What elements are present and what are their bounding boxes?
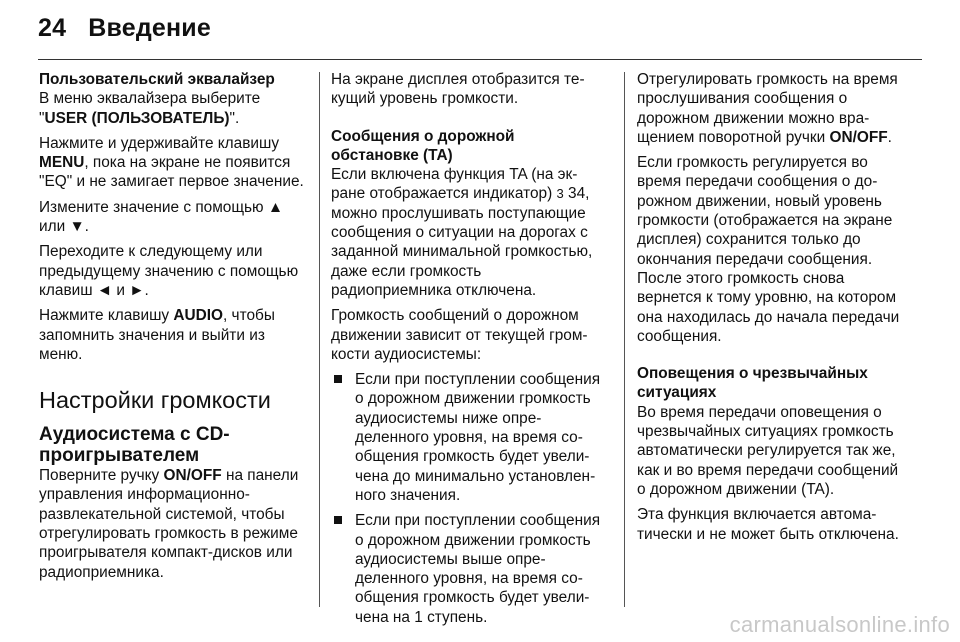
ta-paragraph-2: Громкость сообщений о дорожном движении зависит от текущей громкости аудиосистемы: [331,307,588,363]
subsection-title: Аудиосистема с CD-проигрывателем [39,424,230,467]
on-off-knob: ON/OFF [163,467,222,485]
column-2 [331,70,603,633]
section-title: Настройки громкости [39,387,271,414]
on-off-knob-ref: ON/OFF [829,128,888,146]
page-title: Введение [88,14,211,42]
volume-display-paragraph: На экране дисплея отобразится текущий уровень громкости. [331,71,585,108]
header-rule [38,59,922,60]
page-number: 24 [38,14,67,42]
column-divider-1 [319,72,320,607]
square-bullet-icon [334,375,342,383]
ta-bullet-list [331,370,603,627]
square-bullet-icon [334,516,342,524]
user-eq-paragraph-2: Нажмите и удерживайте клавишу MENU, пока на экране не появится "EQ" и не замигает первое значение. [39,134,304,191]
user-eq-heading: Пользовательский эквалайзер [39,71,275,88]
audio-key: AUDIO [173,307,223,325]
user-menu-item: USER (ПОЛЬЗОВАТЕЛЬ) [44,109,230,127]
column-3 [637,70,909,550]
ta-volume-paragraph-2: Если громкость регулируется во время передачи сообщения о дорожном движении, новый уровень громкости (отображается на экране дисплея) сохранится только до окончания передачи сообщения. После этого громкость снова вернется к тому уровню, на котором она находилась до начала передачи сообщения. [637,154,900,345]
user-eq-paragraph-5: Нажмите клавишу AUDIO, чтобы запомнить значения и выйти из меню. [39,307,275,363]
emergency-heading: Оповещения о чрезвычайных ситуациях [637,365,868,402]
column-1 [39,70,309,588]
user-eq-paragraph-1: В меню эквалайзера выберите "USER (ПОЛЬЗОВАТЕЛЬ)". [39,90,261,127]
user-eq-paragraph-3: Измените значение с помощью ▲ или ▼. [39,198,284,236]
ta-volume-paragraph-1: Отрегулировать громкость на время прослушивания сообщения о дорожном движении можно вращением поворотной ручки ON/OFF. [637,71,898,146]
emergency-paragraph-1: Во время передачи оповещения о чрезвычайных ситуациях громкость автоматически регулируется так же, как и во время передачи сообщений о дорожном движении (TA). [637,403,899,498]
watermark: carmanualsonline.info [729,612,950,637]
ta-paragraph-1: Если включена функция TA (на экране отображается индикатор) 3 34, можно прослушивать поступающие сообщения о ситуации на дорогах с заданной минимальной громкостью, даже если громкость радиоприемника отключена. [331,166,593,299]
column-divider-2 [624,72,625,607]
menu-key: MENU [39,154,85,172]
list-item: Если при поступлении сообщения о дорожном движении громкость аудиосистемы ниже определенного уровня, на время сообщения громкость будет увеличена до минимально установленного значения. [331,370,603,505]
page-header [38,14,211,43]
user-eq-paragraph-4: Переходите к следующему или предыдущему значению с помощью клавиш ◄ и ►. [39,243,299,299]
emergency-paragraph-2: Эта функция включается автоматически и не может быть отключена. [637,506,899,543]
list-item: Если при поступлении сообщения о дорожном движении громкость аудиосистемы выше определенного уровня, на время сообщения громкость будет увеличена на 1 ступень. [331,511,603,627]
volume-paragraph: Поверните ручку ON/OFF на панели управления информационно-развлекательной системой, чтобы отрегулировать громкость в режиме проигрывателя компакт-дисков или радиоприемника. [39,467,299,581]
page-reference-icon: 3 [556,186,564,202]
ta-heading: Сообщения о дорожной обстановке (TA) [331,127,515,164]
